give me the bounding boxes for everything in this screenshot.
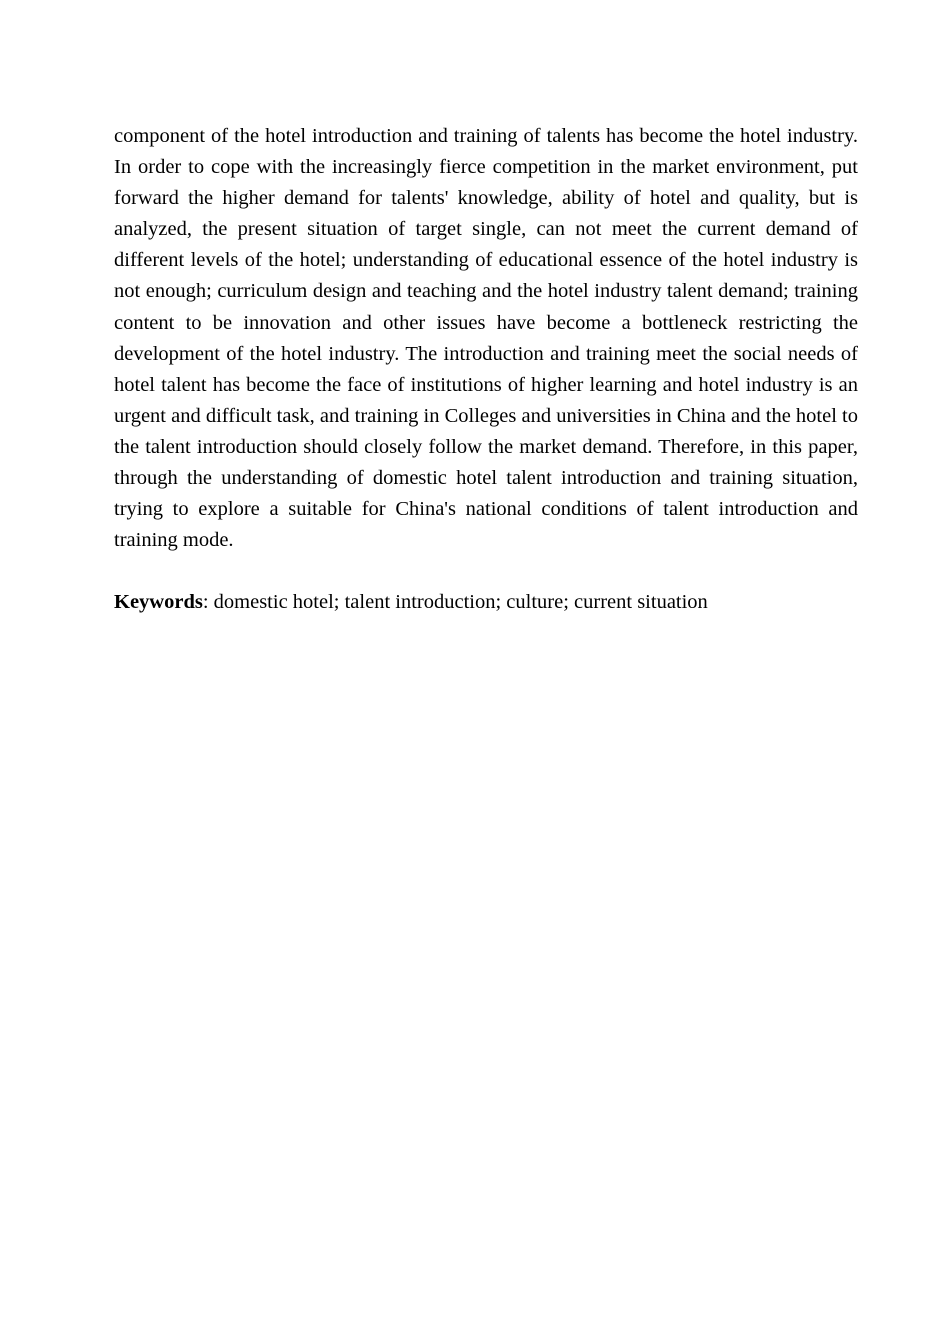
abstract-section <box>114 121 858 618</box>
abstract-paragraph: component of the hotel introduction and training of talents has become the hotel industry. In order to cope with the increasingly fierce competition in the market environment, put forward the higher demand for talents' knowledge, ability of hotel and quality, but is analyzed, the present situation of target single, can not meet the current demand of different levels of the hotel; understanding of educational essence of the hotel industry is not enough; curriculum design and teaching and the hotel industry talent demand; training content to be innovation and other issues have become a bottleneck restricting the development of the hotel industry. The introduction and training meet the social needs of hotel talent has become the face of institutions of higher learning and hotel industry is an urgent and difficult task, and training in Colleges and universities in China and the hotel to the talent introduction should closely follow the market demand. Therefore, in this paper, through the understanding of domestic hotel talent introduction and training situation, trying to explore a suitable for China's national conditions of talent introduction and training mode. <box>114 125 858 552</box>
keywords-list: domestic hotel; talent introduction; culture; current situation <box>213 591 708 614</box>
keywords-label: Keywords <box>114 591 203 614</box>
keywords-line <box>114 587 858 618</box>
keywords-separator: : <box>202 591 214 614</box>
